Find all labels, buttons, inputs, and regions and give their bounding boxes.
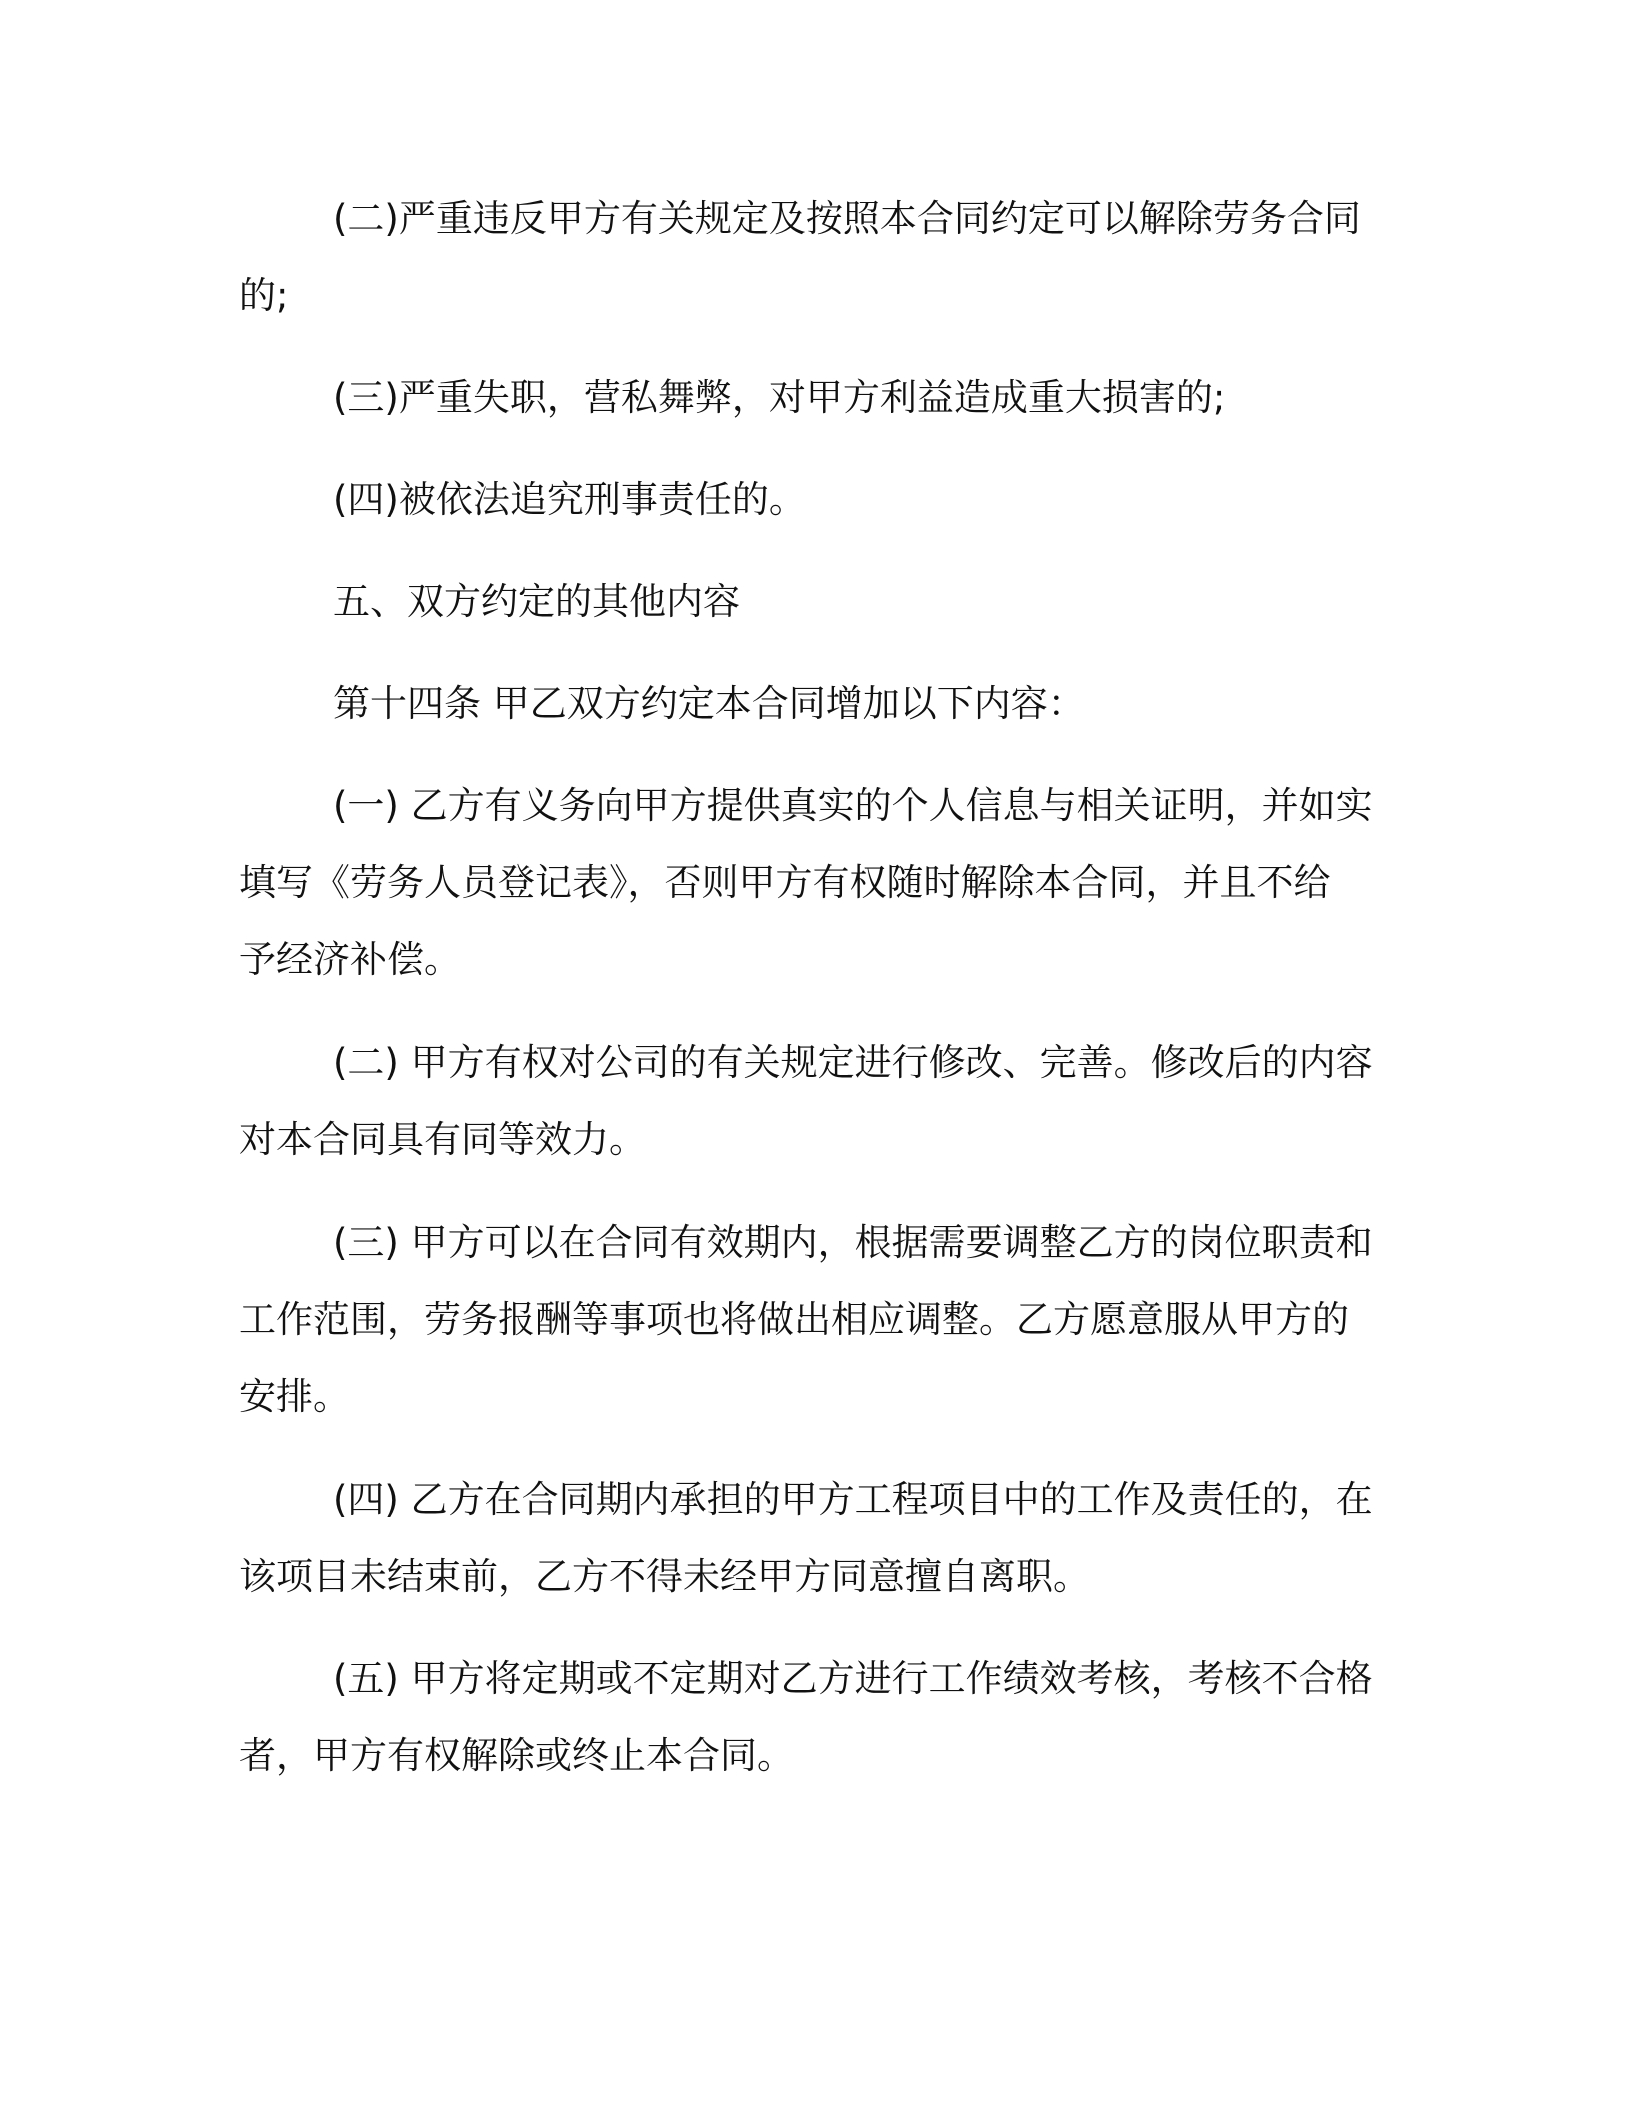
section-heading-5	[239, 563, 1379, 640]
text-line: 安排。	[239, 1375, 350, 1418]
text-line: 予经济补偿。	[239, 938, 461, 981]
text-line: (四)被依法追究刑事责任的。	[333, 478, 806, 521]
text-line: 第十四条 甲乙双方约定本合同增加以下内容：	[333, 682, 1085, 725]
paragraph-item-4	[239, 1461, 1379, 1615]
text-line: (二)严重违反甲方有关规定及按照本合同约定可以解除劳务合同	[333, 197, 1361, 240]
text-line: 工作范围，劳务报酬等事项也将做出相应调整。乙方愿意服从甲方的	[239, 1298, 1349, 1341]
text-line: 者，甲方有权解除或终止本合同。	[239, 1734, 794, 1777]
text-line: (三) 甲方可以在合同有效期内，根据需要调整乙方的岗位职责和	[333, 1221, 1373, 1264]
text-line: (三)严重失职，营私舞弊，对甲方利益造成重大损害的;	[333, 376, 1226, 419]
text-line: 对本合同具有同等效力。	[239, 1118, 646, 1161]
text-line: (四) 乙方在合同期内承担的甲方工程项目中的工作及责任的，在	[333, 1478, 1373, 1521]
text-line: (一) 乙方有义务向甲方提供真实的个人信息与相关证明，并如实	[333, 784, 1373, 827]
article-14-heading	[239, 665, 1379, 742]
text-line: 填写《劳务人员登记表》，否则甲方有权随时解除本合同，并且不给	[239, 861, 1331, 904]
paragraph-clause-4	[239, 461, 1379, 538]
text-line: 的;	[239, 274, 289, 317]
text-line: (二) 甲方有权对公司的有关规定进行修改、完善。修改后的内容	[333, 1041, 1373, 1084]
paragraph-item-1	[239, 767, 1379, 998]
paragraph-item-3	[239, 1204, 1379, 1435]
paragraph-clause-3	[239, 359, 1379, 436]
paragraph-item-5	[239, 1640, 1379, 1794]
text-line: 五、双方约定的其他内容	[333, 580, 740, 623]
text-line: 该项目未结束前，乙方不得未经甲方同意擅自离职。	[239, 1555, 1090, 1598]
paragraph-clause-2	[239, 180, 1379, 334]
paragraph-item-2	[239, 1024, 1379, 1178]
text-line: (五) 甲方将定期或不定期对乙方进行工作绩效考核，考核不合格	[333, 1657, 1373, 1700]
